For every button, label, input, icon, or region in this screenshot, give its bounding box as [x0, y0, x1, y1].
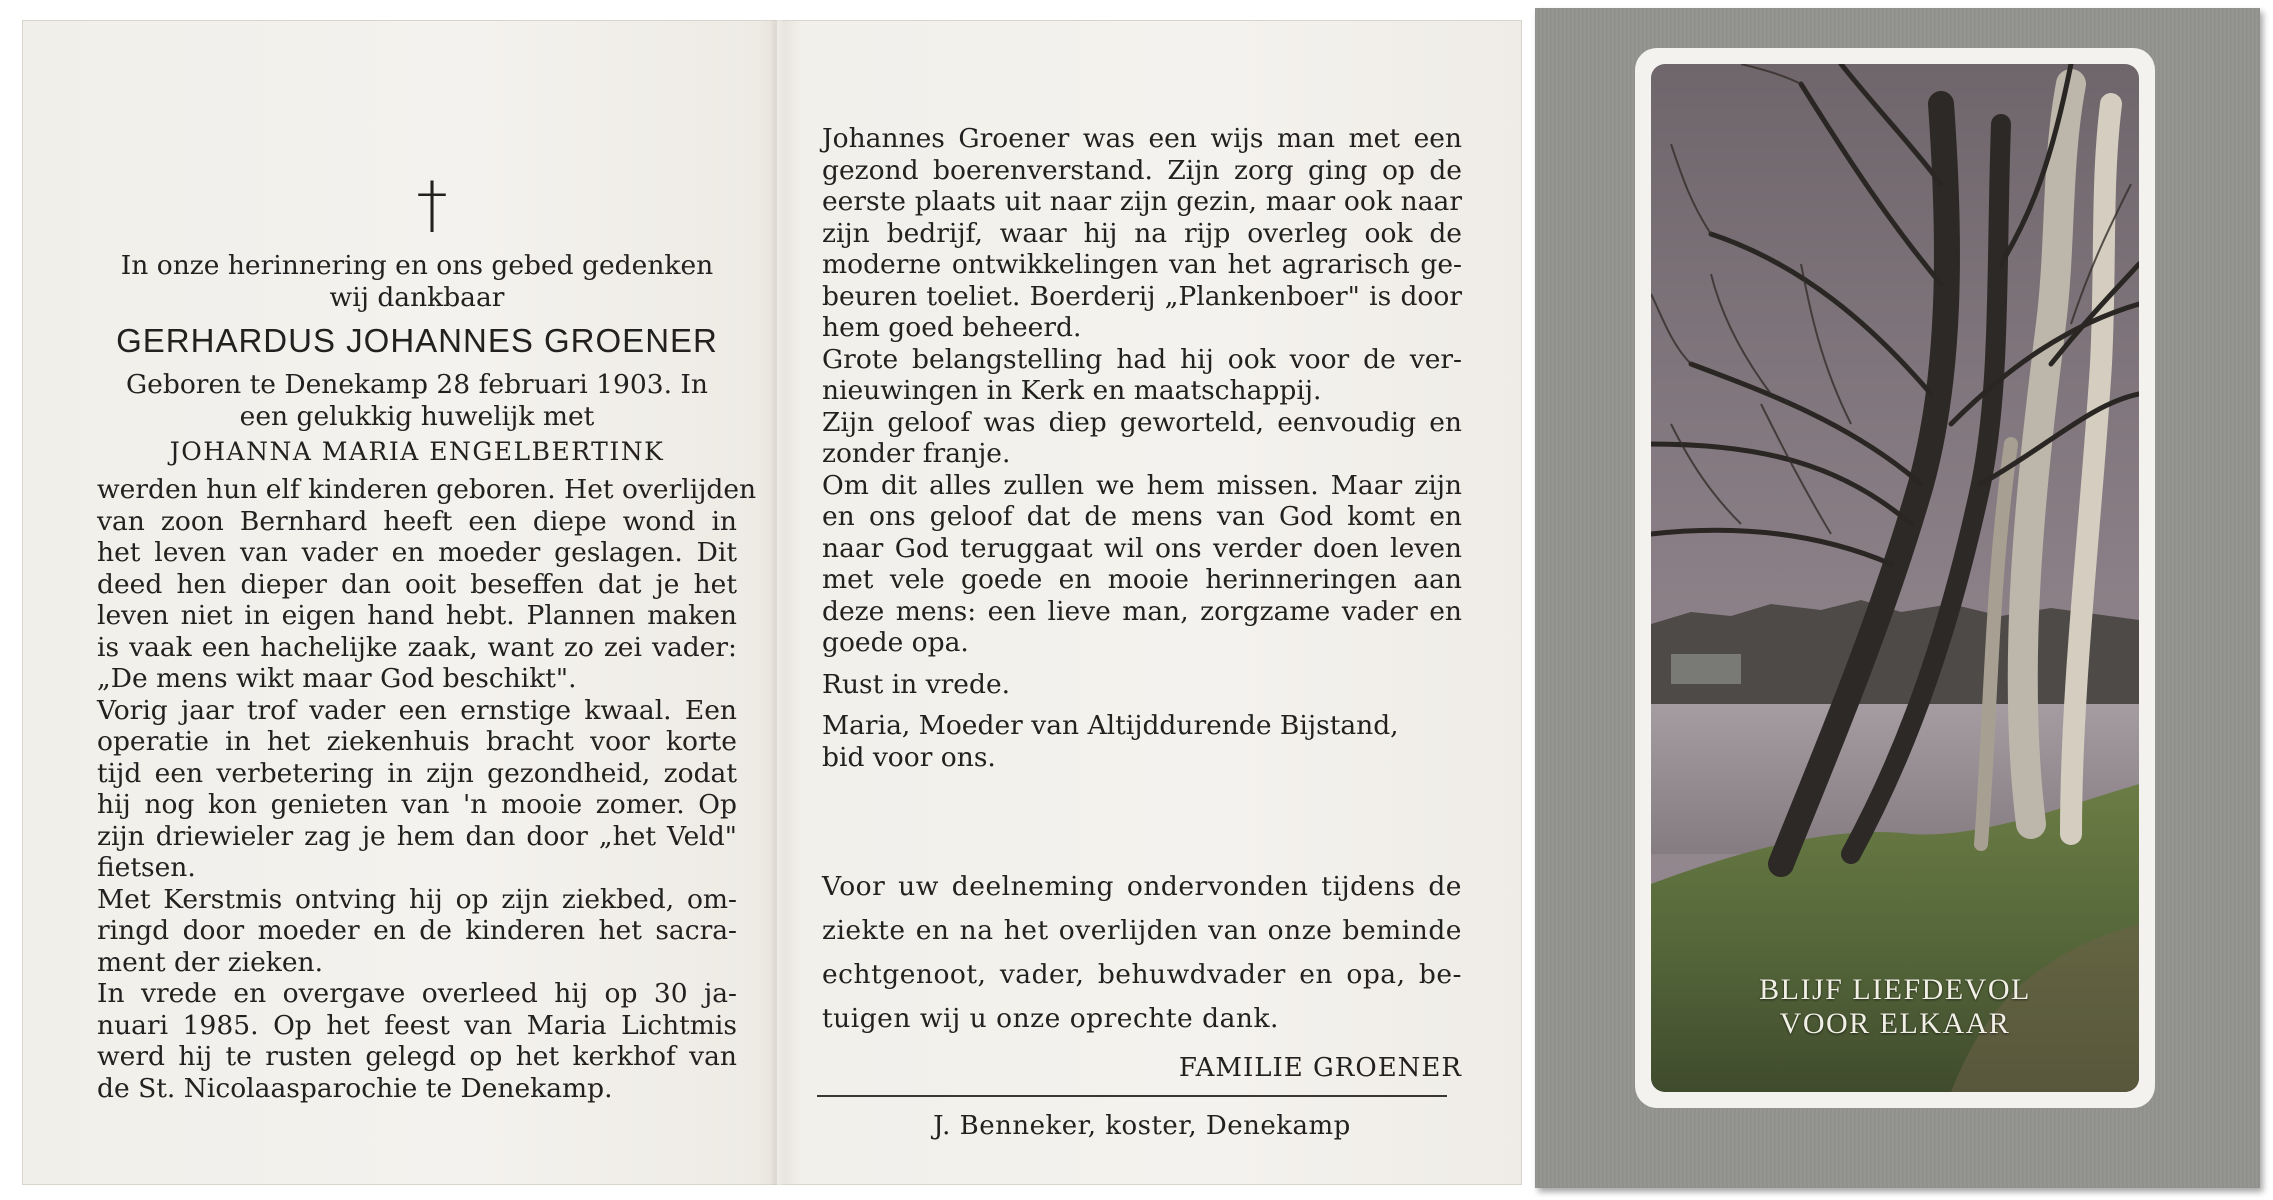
cross-icon: †	[416, 168, 448, 241]
paragraph-interest	[822, 344, 1462, 407]
riverside-trees-image	[1651, 64, 2139, 1092]
text-line: tuigen wij u onze oprechte dank.	[822, 1003, 1279, 1034]
text-line: zonder franje.	[822, 438, 1011, 469]
text-line: en ons geloof dat de mens van God komt en	[822, 501, 1462, 532]
text-line: bid voor ons.	[822, 741, 996, 773]
cover-title	[1635, 973, 2155, 1041]
text-line: Zijn geloof was diep geworteld, eenvoudig en	[822, 406, 1462, 438]
text-line: van zoon Bernhard heeft een diepe wond in	[97, 505, 737, 537]
paragraph-illness	[97, 695, 737, 884]
divider-line	[817, 1095, 1447, 1097]
text-line: hem goed beheerd.	[822, 312, 1082, 343]
text-line: Johannes Groener was een wijs man met een	[822, 123, 1462, 154]
text-line: ment der zieken.	[97, 946, 324, 978]
text-line: het leven van vader en moeder geslagen. Dit	[97, 537, 737, 568]
text-line: leven niet in eigen hand hebt. Plannen maken	[97, 600, 737, 631]
paragraph-character	[822, 123, 1462, 344]
text-line: Om dit alles zullen we hem missen. Maar zijn	[822, 469, 1462, 501]
text-line: echtgenoot, vader, behuwdvader en opa, be-	[822, 959, 1462, 990]
paragraph-missing	[822, 470, 1462, 659]
family-signature: FAMILIE GROENER	[1178, 1053, 1462, 1083]
cover-frame	[1635, 48, 2155, 1108]
text-line: operatie in het ziekenhuis bracht voor korte	[97, 726, 737, 757]
text-line: fietsen.	[97, 852, 196, 883]
cover-title-line-1: BLIJF LIEFDEVOL	[1759, 973, 2031, 1006]
text-line: hij nog kon genieten van 'n mooie zomer. Op	[97, 789, 737, 820]
text-line: is vaak een hachelijke zaak, want zo zei vader:	[97, 631, 737, 663]
text-line: zijn driewieler zag je hem dan door „het Veld"	[97, 820, 737, 852]
paragraph-death	[97, 978, 737, 1104]
closing-text: Rust in vrede.	[822, 668, 1011, 700]
text-line: In vrede en overgave overleed hij op 30 ja-	[97, 978, 737, 1009]
text-line: Maria, Moeder van Altijddurende Bijstand,	[822, 710, 1399, 741]
text-line: naar God teruggaat wil ons verder doen leven	[822, 532, 1462, 564]
text-line: eerste plaats uit naar zijn gezin, maar ook naar	[822, 186, 1462, 217]
text-line: Voor uw deelneming ondervonden tijdens de	[822, 871, 1462, 902]
intro-text: In onze herinnering en ons gebed gedenken wij dankbaar	[120, 250, 714, 313]
text-line: Grote belangstelling had hij ook voor de ver-	[822, 343, 1462, 375]
text-line: moderne ontwikkelingen van het agrarisch ge-	[822, 249, 1462, 280]
text-line: met vele goede en mooie herinneringen aan	[822, 564, 1462, 595]
text-line: deze mens: een lieve man, zorgzame vader en	[822, 595, 1462, 627]
text-line: ziekte en na het overlijden van onze beminde	[822, 915, 1462, 946]
spouse-name: JOHANNA MARIA ENGELBERTINK	[169, 437, 665, 466]
birth-text: Geboren te Denekamp 28 februari 1903. In een gelukkig huwelijk met	[126, 369, 708, 432]
deceased-name: GERHARDUS JOHANNES GROENER	[116, 322, 718, 359]
printer-credit: J. Benneker, koster, Denekamp	[933, 1111, 1351, 1141]
text-line: goede opa.	[822, 627, 969, 658]
left-page	[97, 168, 757, 1104]
text-line: werd hij te rusten gelegd op het kerkhof van	[97, 1041, 737, 1072]
paragraph-faith	[822, 407, 1462, 470]
text-line: gezond boerenverstand. Zijn zorg ging op de	[822, 154, 1462, 186]
card-fold	[770, 20, 784, 1185]
cover-photo	[1651, 64, 2139, 1092]
cover-title-line-2: VOOR ELKAAR	[1779, 1007, 2011, 1040]
prayer-card-inside	[22, 20, 1522, 1185]
text-line: deed hen dieper dan ooit beseffen dat je het	[97, 568, 737, 600]
text-line: zijn bedrijf, waar hij na rijp overleg ook de	[822, 217, 1462, 249]
text-line: Vorig jaar trof vader een ernstige kwaal. Een	[97, 694, 737, 726]
text-line: Met Kerstmis ontving hij op zijn ziekbed, om-	[97, 883, 737, 915]
paragraph-family	[97, 474, 757, 695]
text-line: beuren toeliet. Boerderij „Plankenboer" is door	[822, 280, 1462, 312]
prayer-card-cover	[1535, 8, 2260, 1188]
text-line: ringd door moeder en de kinderen het sacra-	[97, 915, 737, 946]
text-line: nieuwingen in Kerk en maatschappij.	[822, 375, 1322, 406]
text-line: de St. Nicolaasparochie te Denekamp.	[97, 1072, 613, 1104]
text-line: „De mens wikt maar God beschikt".	[97, 663, 577, 694]
thanks-text	[822, 865, 1462, 1041]
text-line: werden hun elf kinderen geboren. Het overlijden	[97, 474, 757, 505]
right-page	[822, 123, 1462, 1143]
prayer-text	[822, 710, 1399, 773]
paragraph-christmas	[97, 884, 737, 979]
text-line: tijd een verbetering in zijn gezondheid, zodat	[97, 757, 737, 789]
text-line: nuari 1985. Op het feest van Maria Lichtmis	[97, 1009, 737, 1041]
